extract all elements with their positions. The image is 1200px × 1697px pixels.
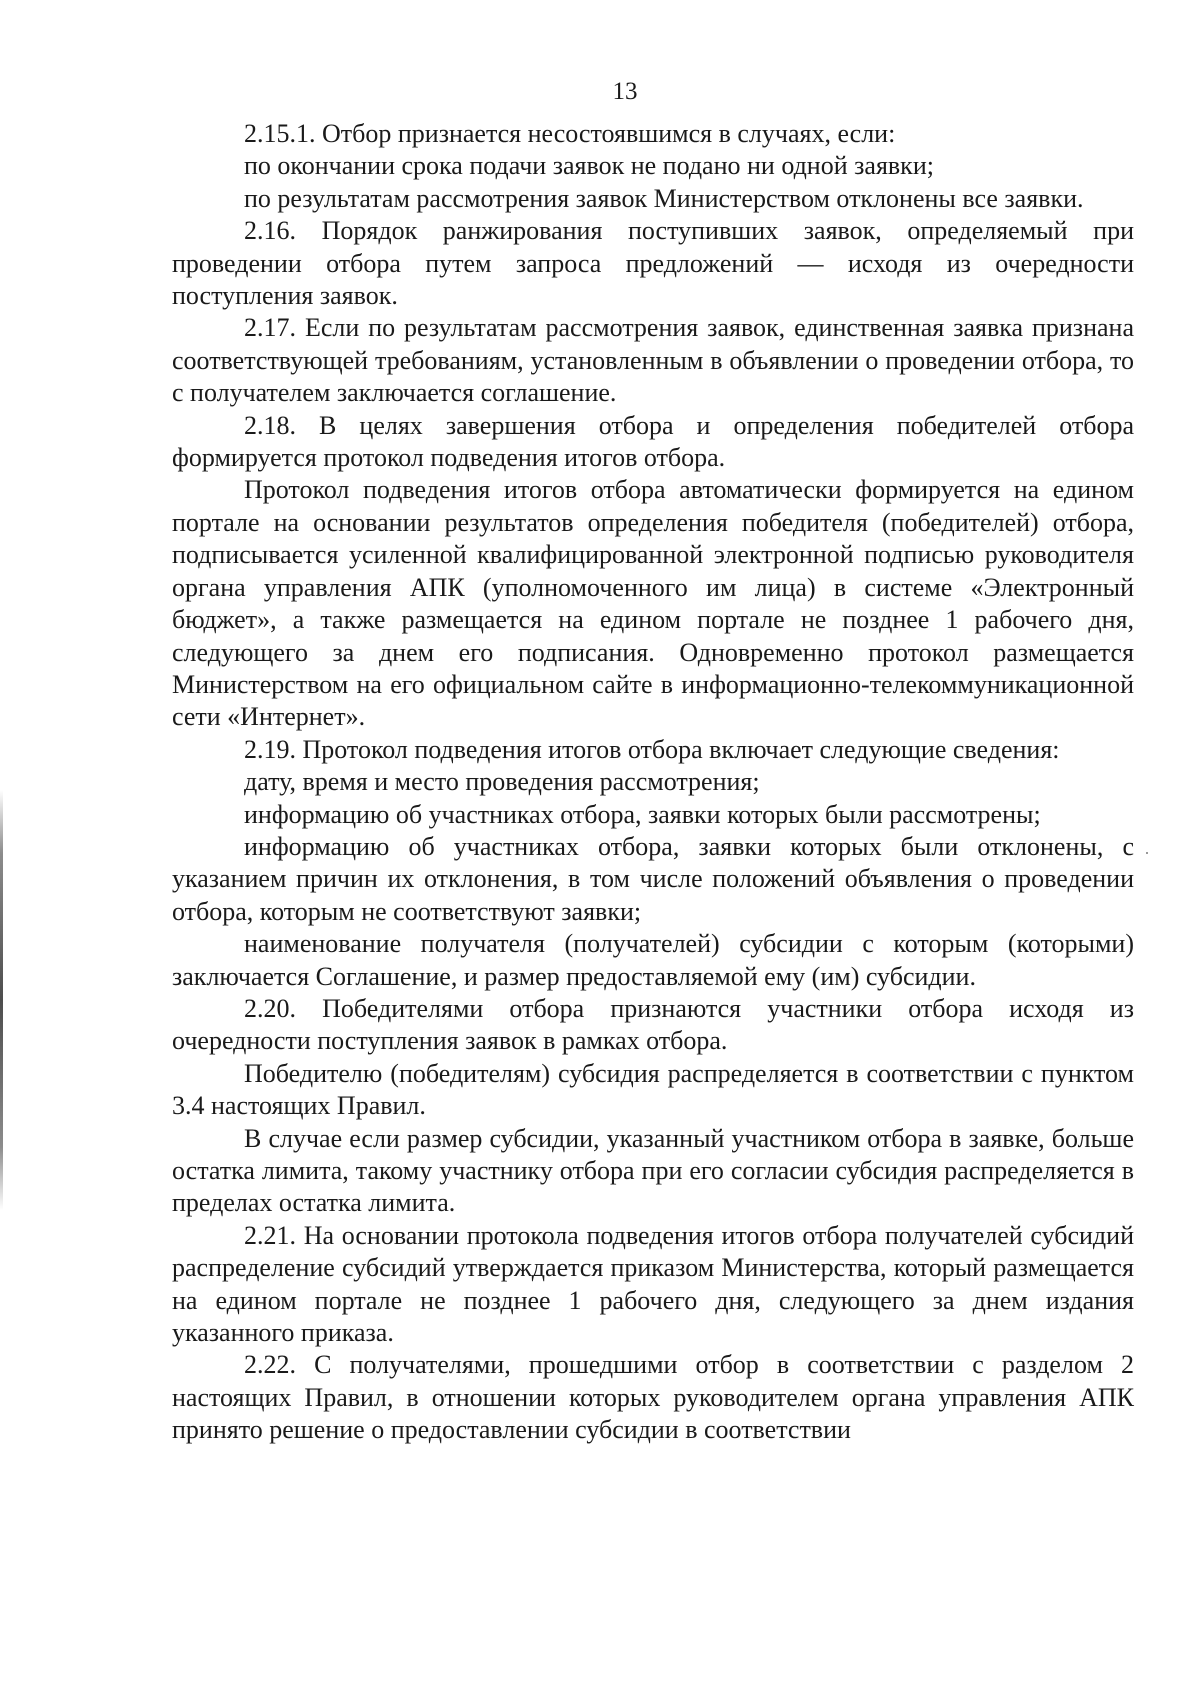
- paragraph-no-applications: по окончании срока подачи заявок не подано ни одной заявки;: [244, 151, 934, 181]
- paragraph-2-21: 2.21. На основании протокола подведения итогов отбора получателей субсидий распределение субсидий утверждается приказом Министерства, который размещается на едином портале не позднее 1 рабочего дня, следующего за днем издания указанного приказа.: [172, 1220, 1134, 1348]
- scan-dust-mark: [1146, 852, 1148, 854]
- paragraph-2-20: 2.20. Победителями отбора признаются участники отбора исходя из очередности поступления заявок в рамках отбора.: [172, 993, 1134, 1056]
- paragraph-limit-remainder: В случае если размер субсидии, указанный участником отбора в заявке, больше остатка лимита, такому участнику отбора при его согласии субсидия распределяется в пределах остатка лимита.: [172, 1123, 1134, 1218]
- list-item-recipient-name: наименование получателя (получателей) субсидии с которым (которыми) заключается Соглашение, и размер предоставляемой ему (им) субсидии.: [172, 929, 1134, 991]
- scan-edge-shadow: [0, 790, 3, 1210]
- paragraph-protocol-formation: Протокол подведения итогов отбора автоматически формируется на едином портале на основании результатов определения победителя (победителей) отбора, подписывается усиленной квалифицированной электронной подписью руководителя органа управления АПК (уполномоченного им лица) в системе «Электронный бюджет», а также размещается на едином портале не позднее 1 рабочего дня, следующего за днем его подписания. Одновременно протокол размещается Министерством на его официальном сайте в информационно-телекоммуникационной сети «Интернет».: [172, 475, 1134, 732]
- paragraph-2-16: 2.16. Порядок ранжирования поступивших заявок, определяемый при проведении отбора путем запроса предложений — исходя из очередности поступления заявок.: [172, 216, 1134, 311]
- paragraph-2-17: 2.17. Если по результатам рассмотрения заявок, единственная заявка признана соответствующей требованиям, установленным в объявлении о проведении отбора, то с получателем заключается соглашение.: [172, 313, 1134, 408]
- paragraph-subsidy-distribution: Победителю (победителям) субсидия распределяется в соответствии с пунктом 3.4 настоящих Правил.: [172, 1058, 1134, 1121]
- paragraph-2-15-1: 2.15.1. Отбор признается несостоявшимся в случаях, если:: [244, 119, 896, 148]
- paragraph-2-22: 2.22. С получателями, прошедшими отбор в соответствии с разделом 2 настоящих Правил, в отношении которых руководителем органа управления АПК принято решение о предоставлении субсидии в соответствии: [172, 1350, 1134, 1445]
- list-item-rejected-participants: информацию об участниках отбора, заявки которых были отклонены, с указанием причин их отклонения, в том числе положений объявления о проведении отбора, которым не соответствуют заявки;: [172, 831, 1134, 926]
- document-body: [172, 118, 1134, 1447]
- paragraph-2-18: 2.18. В целях завершения отбора и определения победителей отбора формируется протокол подведения итогов отбора.: [172, 410, 1134, 473]
- list-item-date-time-place: дату, время и место проведения рассмотрения;: [244, 767, 760, 797]
- page-number: 13: [612, 78, 638, 105]
- paragraph-all-rejected: по результатам рассмотрения заявок Министерством отклонены все заявки.: [244, 183, 1084, 213]
- paragraph-2-19: 2.19. Протокол подведения итогов отбора включает следующие сведения:: [244, 734, 1060, 764]
- list-item-considered-participants: информацию об участниках отбора, заявки которых были рассмотрены;: [244, 799, 1041, 829]
